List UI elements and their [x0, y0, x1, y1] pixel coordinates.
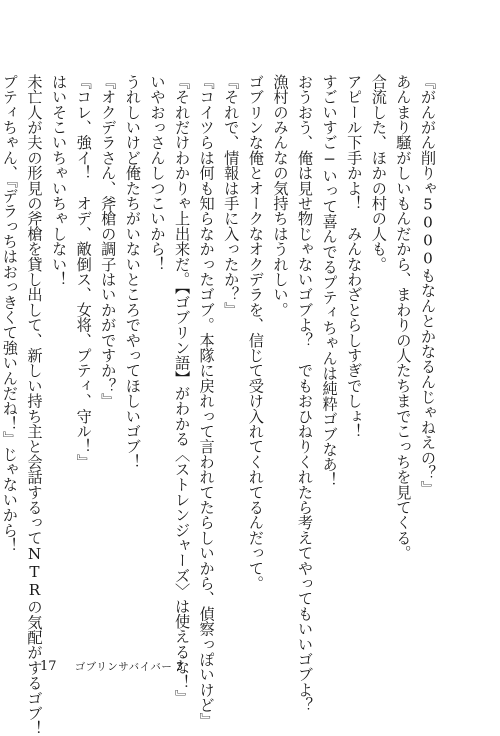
text-line: アピール下手かよ！ みんなわざとらしすぎでしょ！: [345, 74, 364, 439]
page-number: 17: [40, 659, 57, 674]
text-line: あんまり騒がしいもんだから、まわりの人たちまでこっちを見てくる。: [394, 74, 413, 561]
text-line: 漁村のみんなの気持ちはうれしい。: [271, 74, 290, 318]
text-line: ゴブリンな俺とオークなオクデラを、信じて受け入れてくれてるんだって。: [246, 74, 265, 591]
text-line: はいそこいちゃいちゃしない！: [50, 74, 69, 287]
text-line: 『コレ、強イ！ オデ、敵倒ス、女将、プティ、守ル！』: [74, 74, 93, 470]
page-footer: [40, 659, 183, 675]
text-line: 『がんがん削りゃ5000もなんとかなるんじゃねえの？』: [419, 74, 437, 496]
text-line: プティちゃん、『デラっちはおっきくて強いんだね！』じゃないから！: [0, 74, 19, 553]
text-line: すごいすご−いって喜んでるプティちゃんは純粋ゴブなあ！: [320, 74, 339, 488]
text-line: うれしいけど俺たちがいないところでやってほしいゴブ！: [123, 74, 142, 470]
text-line: 『オクデラさん、斧槍の調子はいかがですか？』: [99, 74, 118, 409]
text-line: 合流した、ほかの村の人も。: [369, 74, 388, 272]
text-line: 『それだけわかりゃ上出来だ。【ゴブリン語】がわかる〈ストレンジャーズ〉は使えるな！』: [173, 74, 192, 705]
text-line: いやおっさんしつこいから！: [148, 74, 167, 272]
text-line: 『それで、情報は手に入ったか？』: [222, 74, 241, 318]
running-title: ゴブリンサバイバー 3: [74, 661, 184, 673]
text-line: 『コイツらは何も知らなかったゴブ。本隊に戻れって言われてたらしいから、偵察っぽいけど』: [197, 74, 216, 728]
text-line: おうおう、俺は見せ物じゃないゴブよ？ でもおひねりくれたら考えてやってもいいゴブよ？: [296, 74, 315, 713]
text-line: 未亡人が夫の形見の斧槍を貸し出して、新しい持ち主と会話するってNTRの気配がするゴブ！: [25, 74, 44, 736]
